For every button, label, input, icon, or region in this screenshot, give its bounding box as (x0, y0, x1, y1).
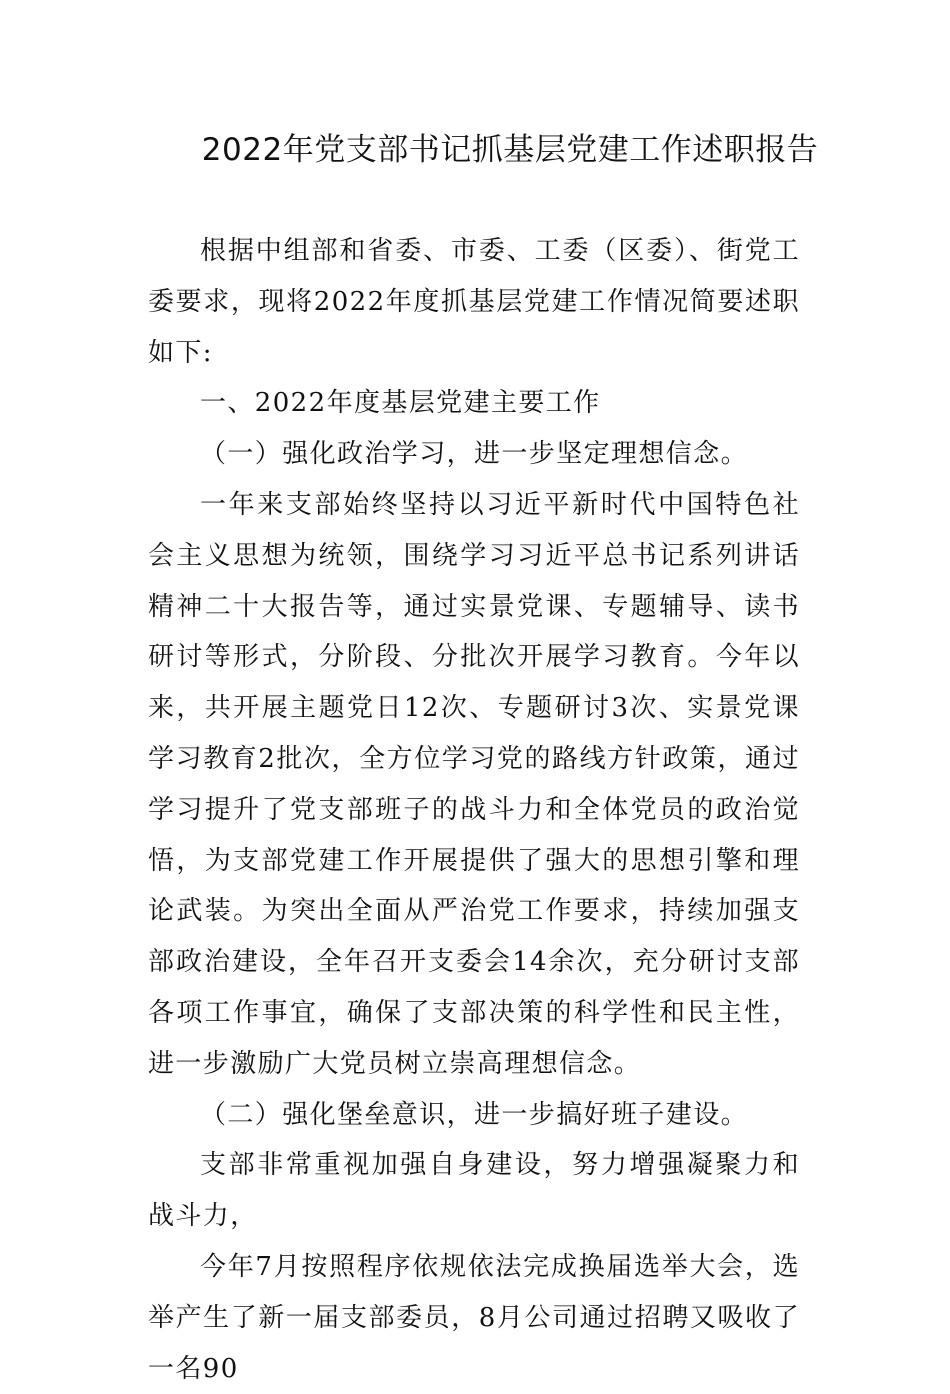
subsection-heading-1: （一）强化政治学习，进一步坚定理想信念。 (200, 439, 749, 470)
paragraph-intro: 根据中组部和省委、市委、工委（区委）、街党工委要求，现将2022年度抓基层党建工作情况简要述职如下: (148, 236, 800, 368)
document-title: 2022年党支部书记抓基层党建工作述职报告 (201, 132, 819, 168)
paragraph-self-building: 支部非常重视加强自身建设，努力增强凝聚力和战斗力， (148, 1150, 800, 1232)
paragraph-election: 今年7月按照程序依规依法完成换届选举大会，选举产生了新一届支部委员，8月公司通过招聘又吸收了一名90 (148, 1251, 800, 1384)
section-heading-1: 一、2022年度基层党建主要工作 (200, 388, 601, 419)
document-body (148, 226, 800, 1394)
paragraph-political-study: 一年来支部始终坚持以习近平新时代中国特色社会主义思想为统领，围绕学习习近平总书记系列讲话精神二十大报告等，通过实景党课、专题辅导、读书研讨等形式，分阶段、分批次开展学习教育。今年以来，共开展主题党日12次、专题研讨3次、实景党课学习教育2批次，全方位学习党的路线方针政策，通过学习提升了党支部班子的战斗力和全体党员的政治觉悟，为支部党建工作开展提供了强大的思想引擎和理论武装。为突出全面从严治党工作要求，持续加强支部政治建设，全年召开支委会14余次，充分研讨支部各项工作事宜，确保了支部决策的科学性和民主性，进一步激励广大党员树立崇高理想信念。 (148, 489, 800, 1079)
subsection-heading-2: （二）强化堡垒意识，进一步搞好班子建设。 (200, 1099, 749, 1130)
